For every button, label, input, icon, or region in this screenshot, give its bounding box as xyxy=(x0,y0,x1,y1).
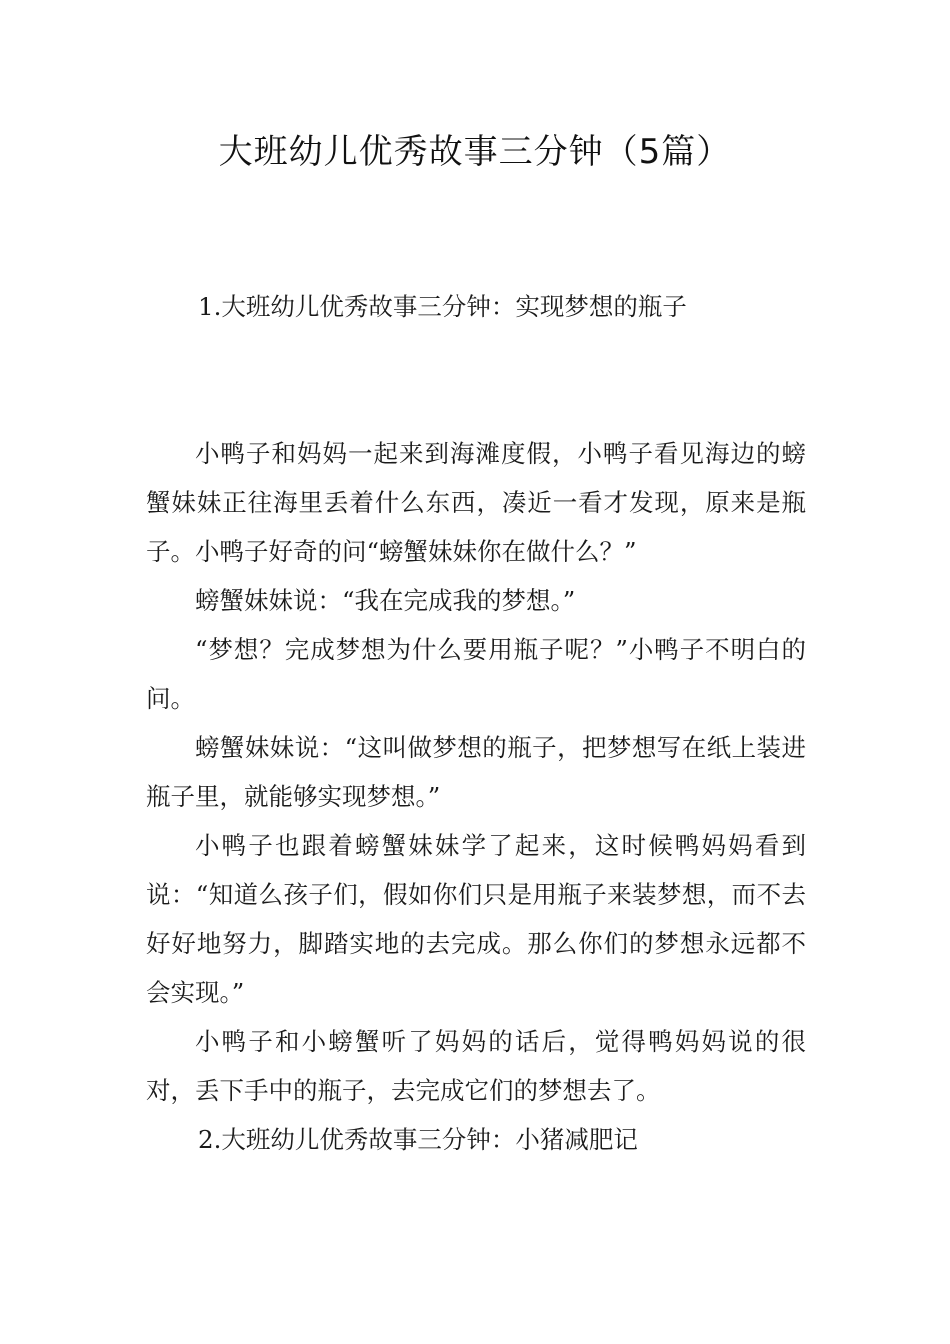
spacer xyxy=(146,331,806,429)
story-paragraph-5: 小鸭子也跟着螃蟹妹妹学了起来，这时候鸭妈妈看到说：“知道么孩子们，假如你们只是用瓶子来装梦想，而不去好好地努力，脚踏实地的去完成。那么你们的梦想永远都不会实现。” xyxy=(146,831,806,1007)
story-paragraph-1: 小鸭子和妈妈一起来到海滩度假，小鸭子看见海边的螃蟹妹妹正往海里丢着什么东西，凑近一看才发现，原来是瓶子。小鸭子好奇的问“螃蟹妹妹你在做什么？” xyxy=(146,439,806,566)
section-1-heading: 1.大班幼儿优秀故事三分钟：实现梦想的瓶子 xyxy=(198,292,687,321)
story-paragraph-4: 螃蟹妹妹说：“这叫做梦想的瓶子，把梦想写在纸上装进瓶子里，就能够实现梦想。” xyxy=(146,733,806,811)
story-paragraph-6: 小鸭子和小螃蟹听了妈妈的话后，觉得鸭妈妈说的很对，丢下手中的瓶子，去完成它们的梦想去了。 xyxy=(146,1027,806,1105)
story-paragraph-3: “梦想？完成梦想为什么要用瓶子呢？”小鸭子不明白的问。 xyxy=(146,635,806,713)
story-paragraph-2: 螃蟹妹妹说：“我在完成我的梦想。” xyxy=(195,586,576,615)
section-2-heading: 2.大班幼儿优秀故事三分钟：小猪减肥记 xyxy=(198,1125,638,1154)
document-title: 大班幼儿优秀故事三分钟（5篇） xyxy=(218,132,732,172)
document-body xyxy=(146,282,806,1164)
